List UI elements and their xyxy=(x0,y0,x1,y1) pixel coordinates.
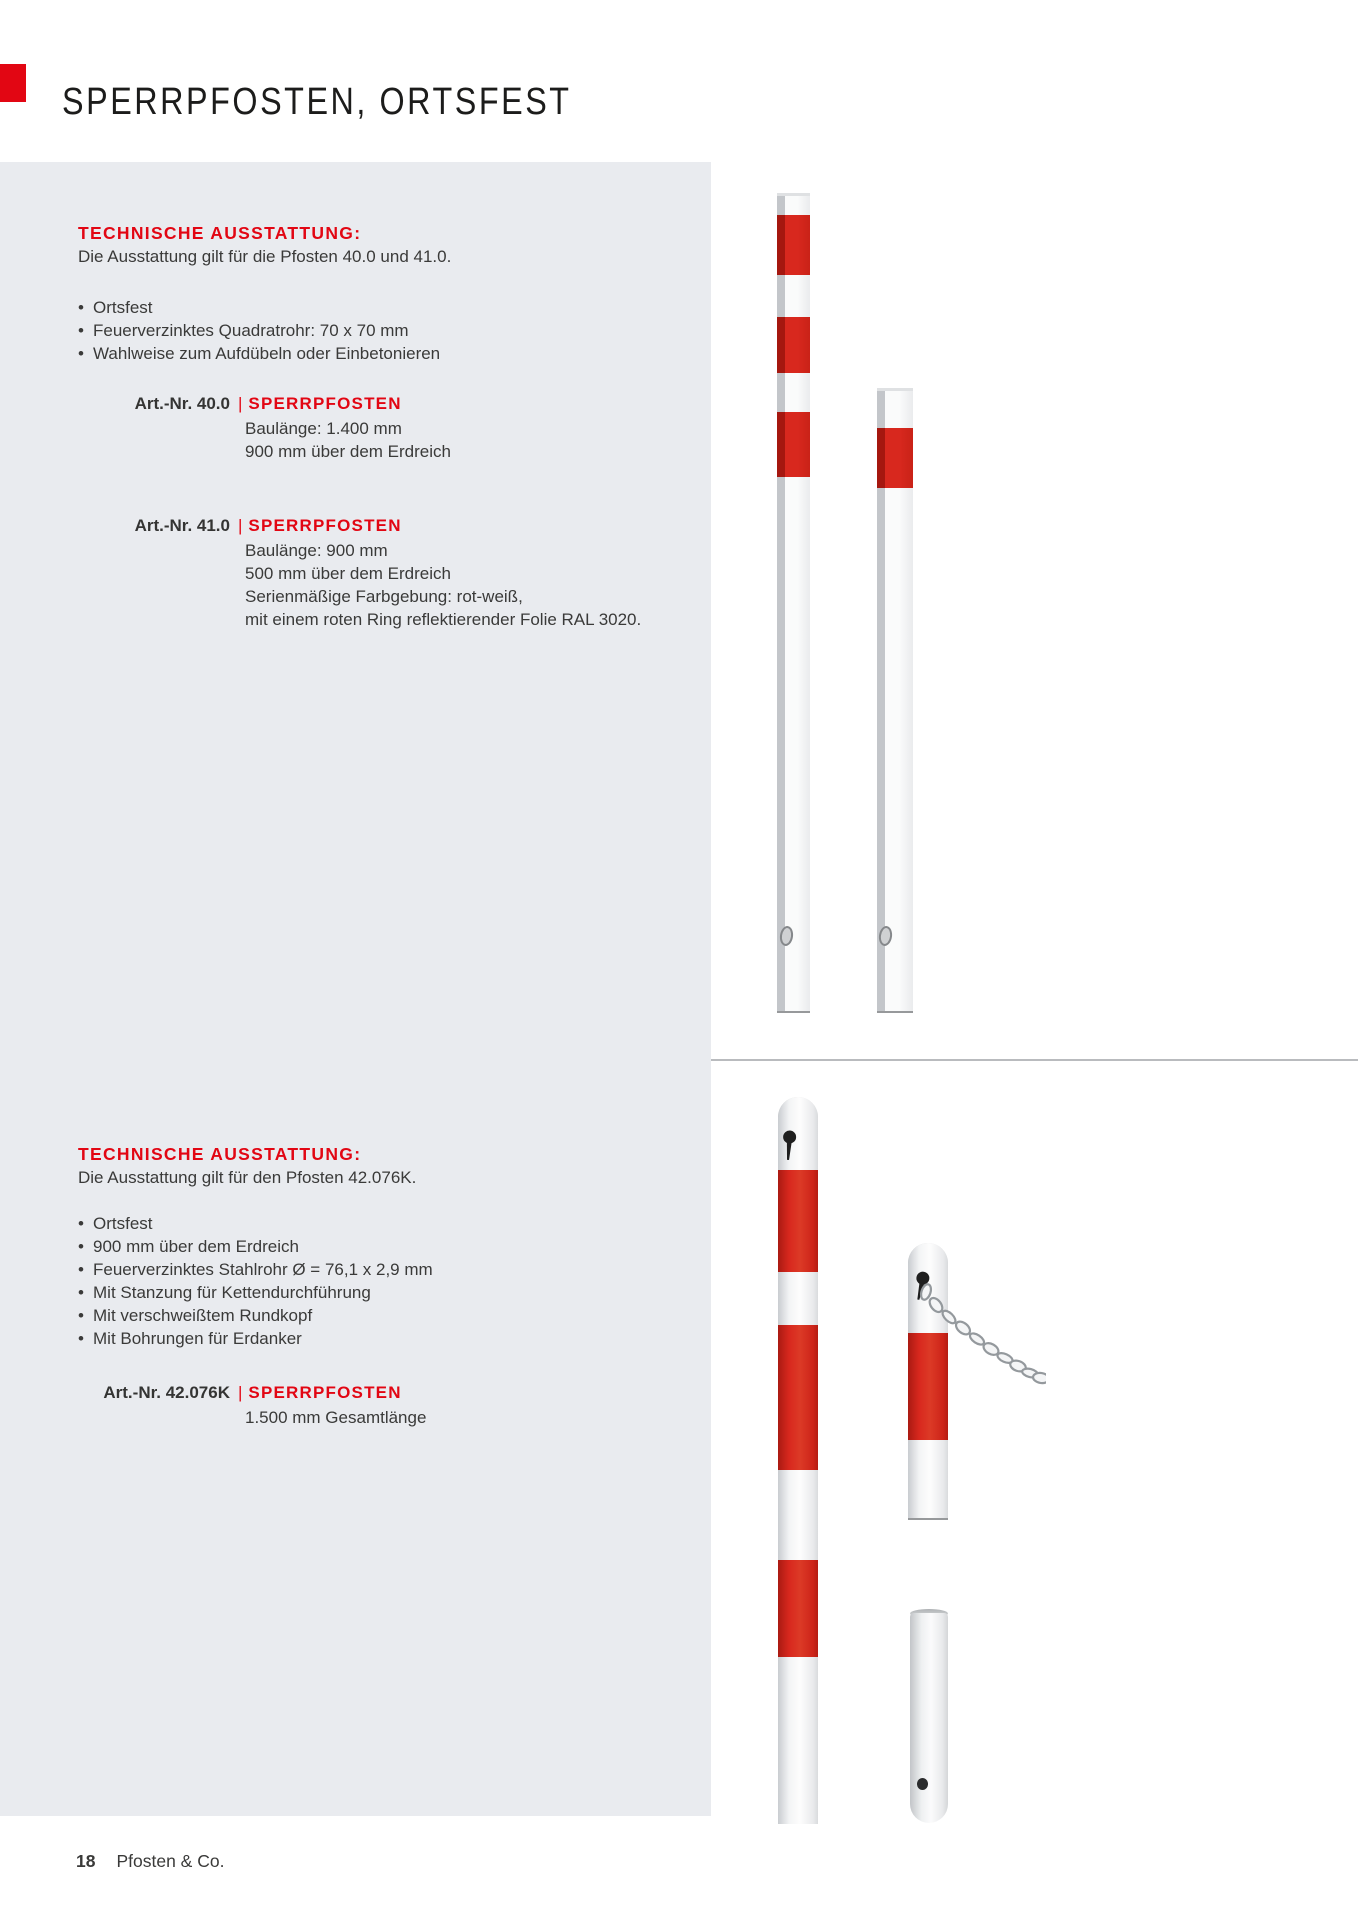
page-footer xyxy=(76,1851,224,1872)
article-row xyxy=(0,1381,402,1404)
article-row xyxy=(0,514,402,537)
list-item: • Wahlweise zum Aufdübeln oder Einbetonieren xyxy=(78,342,440,365)
article-separator: | xyxy=(238,394,243,413)
list-item: • Ortsfest xyxy=(78,1212,433,1235)
article-number: Art.-Nr. 40.0 xyxy=(134,394,230,413)
section-intro: Die Ausstattung gilt für den Pfosten 42.076K. xyxy=(78,1168,417,1187)
divider-line xyxy=(711,1059,1358,1061)
article-detail: Serienmäßige Farbgebung: rot-weiß, xyxy=(245,587,523,606)
feature-list-2 xyxy=(78,1212,433,1350)
article-number: Art.-Nr. 41.0 xyxy=(134,516,230,535)
list-item: • Mit verschweißtem Rundkopf xyxy=(78,1304,433,1327)
spec-block-2 xyxy=(78,1143,416,1189)
article-separator: | xyxy=(238,516,243,535)
product-photo-square-post-short xyxy=(877,388,913,1013)
article-name: SPERRPFOSTEN xyxy=(248,516,402,535)
article-detail: Baulänge: 900 mm xyxy=(245,541,388,560)
product-photo-round-post-tall xyxy=(778,1097,818,1824)
article-detail: 1.500 mm Gesamtlänge xyxy=(245,1408,427,1427)
chain xyxy=(916,1266,1046,1391)
article-separator: | xyxy=(238,1383,243,1402)
article-row xyxy=(0,392,402,415)
list-item: • Feuerverzinktes Stahlrohr Ø = 76,1 x 2,9 mm xyxy=(78,1258,433,1281)
article-detail: 500 mm über dem Erdreich xyxy=(245,564,451,583)
section-heading: TECHNISCHE AUSSTATTUNG: xyxy=(78,1144,362,1164)
spec-block-1 xyxy=(78,222,451,268)
product-photo-square-post-tall xyxy=(777,193,810,1013)
list-item: • Mit Stanzung für Kettendurchführung xyxy=(78,1281,433,1304)
brand-name: Pfosten & Co. xyxy=(116,1851,225,1871)
article-detail: 900 mm über dem Erdreich xyxy=(245,442,451,461)
article-name: SPERRPFOSTEN xyxy=(248,394,402,413)
article-name: SPERRPFOSTEN xyxy=(248,1383,402,1402)
section-intro: Die Ausstattung gilt für die Pfosten 40.0 und 41.0. xyxy=(78,247,452,266)
chain-slot-keyhole xyxy=(780,1128,798,1163)
list-item: • Mit Bohrungen für Erdanker xyxy=(78,1327,433,1350)
section-heading: TECHNISCHE AUSSTATTUNG: xyxy=(78,223,362,243)
article-detail: Baulänge: 1.400 mm xyxy=(245,419,402,438)
article-number: Art.-Nr. 42.076K xyxy=(103,1383,230,1402)
page-title: SPERRPFOSTEN, ORTSFEST xyxy=(62,81,572,124)
article-detail: mit einem roten Ring reflektierender Folie RAL 3020. xyxy=(245,610,642,629)
list-item: • Feuerverzinktes Quadratrohr: 70 x 70 mm xyxy=(78,319,440,342)
ground-sleeve-hole xyxy=(917,1778,928,1790)
page-number: 18 xyxy=(76,1851,96,1871)
list-item: • Ortsfest xyxy=(78,296,440,319)
list-item: • 900 mm über dem Erdreich xyxy=(78,1235,433,1258)
feature-list-1 xyxy=(78,296,440,365)
brand-corner-square xyxy=(0,64,26,102)
product-photo-ground-sleeve xyxy=(910,1613,948,1823)
